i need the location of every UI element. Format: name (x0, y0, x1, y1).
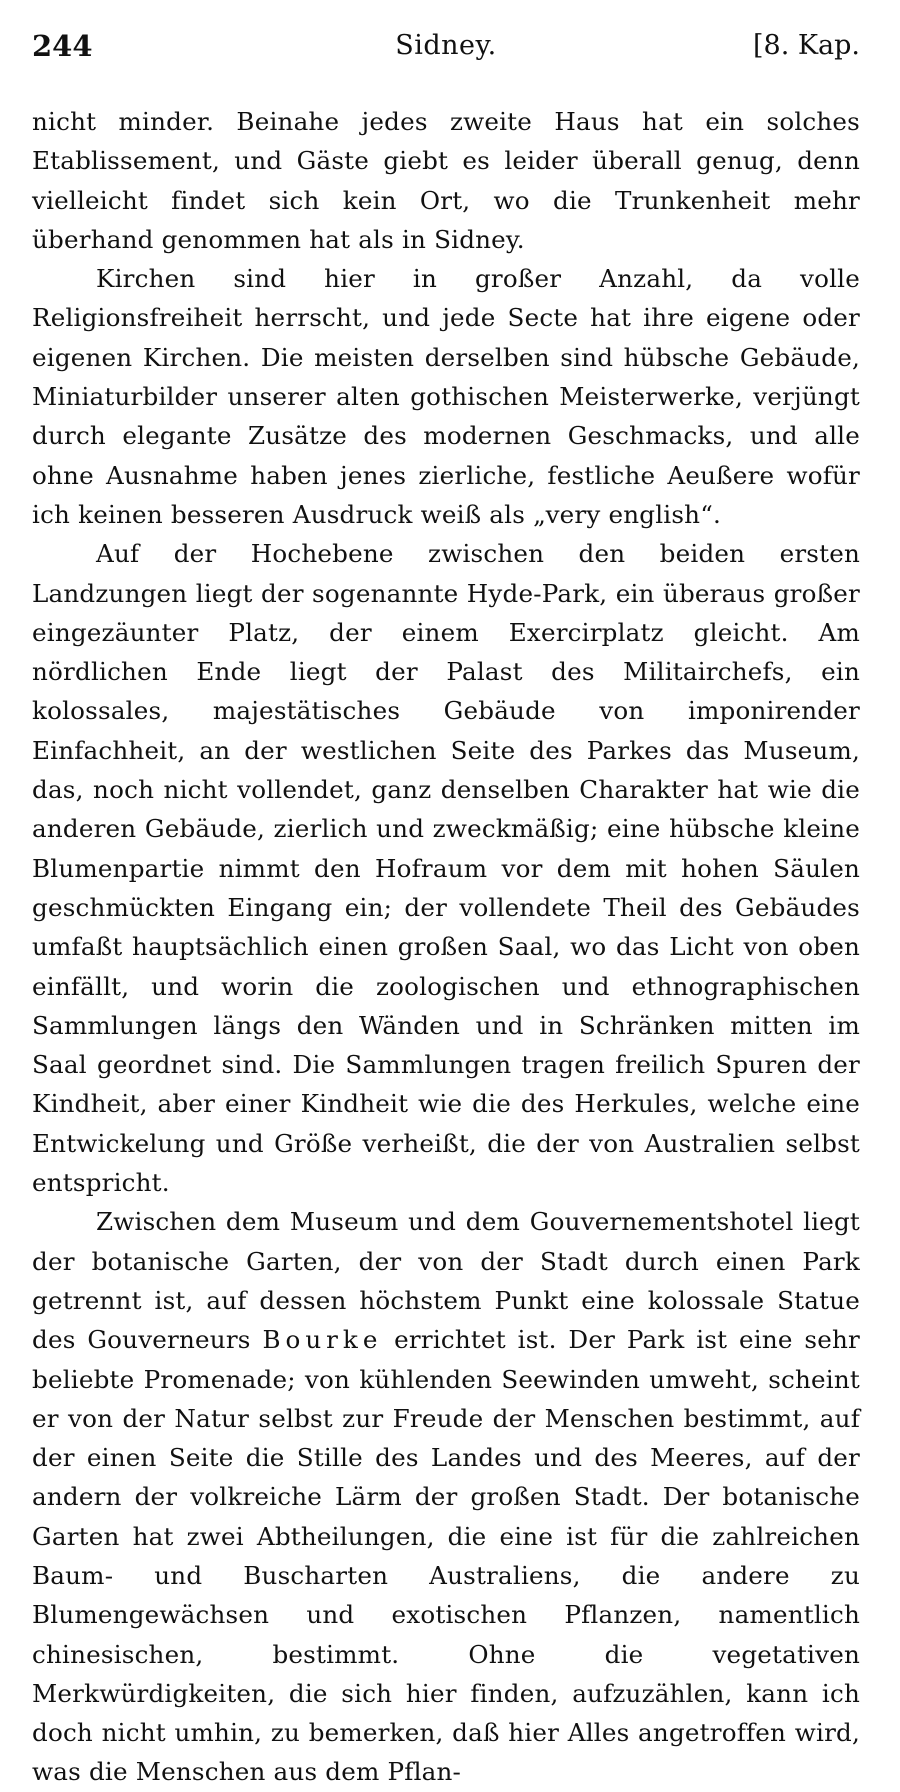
book-page (32, 18, 860, 1792)
page-number: 244 (32, 29, 93, 63)
paragraph-hyde-park: Auf der Hochebene zwischen den beiden ersten Landzungen liegt der sogenannte Hyde-Park, ein überaus großer eingezäunter Platz, der einem Exercirplatz gleicht. Am nördlichen Ende liegt der Palast des Militairchefs, ein kolossales, majestätisches Gebäude von imponirender Einfachheit, an der westlichen Seite des Parkes das Museum, das, noch nicht vollendet, ganz denselben Charakter hat wie die anderen Gebäude, zierlich und zweckmäßig; eine hübsche kleine Blumenpartie nimmt den Hofraum vor dem mit hohen Säulen geschmückten Eingang ein; der vollendete Theil des Gebäudes umfaßt hauptsächlich einen großen Saal, wo das Licht von oben einfällt, und worin die zoologischen und ethnographischen Sammlungen längs den Wänden und in Schränken mitten im Saal geordnet sind. Die Sammlungen tragen freilich Spuren der Kindheit, aber einer Kindheit wie die des Herkules, welche eine Entwickelung und Größe verheißt, die der von Australien selbst entspricht. (32, 539, 860, 1198)
paragraph-text-before-name: Zwischen dem Museum und dem Gouvernementshotel liegt der botanische Garten, der von der Stadt durch einen Park getrennt ist, auf dessen höchstem Punkt eine kolossale Statue des Gouverneurs (32, 1207, 860, 1355)
paragraph-botanic-garden (32, 1202, 860, 1791)
running-head (32, 18, 860, 74)
paragraph-text-after-name: errichtet ist. Der Park ist eine sehr beliebte Promenade; von kühlenden Seewinden umweht, scheint er von der Natur selbst zur Freude der Menschen bestimmt, auf der einen Seite die Stille des Landes und des Meeres, auf der andern der volkreiche Lärm der großen Stadt. Der botanische Garten hat zwei Abtheilungen, die eine ist für die zahlreichen Baum- und Buscharten Australiens, die andere zu Blumengewächsen und exotischen Pflanzen, namentlich chinesischen, bestimmt. Ohne die vegetativen Merkwürdigkeiten, die sich hier finden, aufzuzählen, kann ich doch nicht umhin, zu bemerken, daß hier Alles angetroffen wird, was die Menschen aus dem Pflan- (32, 1325, 860, 1787)
chapter-reference: [8. Kap. (752, 30, 860, 61)
paragraph-churches: Kirchen sind hier in großer Anzahl, da volle Religionsfreiheit herrscht, und jede Secte hat ihre eigene oder eigenen Kirchen. Die meisten derselben sind hübsche Gebäude, Miniaturbilder unserer alten gothischen Meisterwerke, verjüngt durch elegante Zusätze des modernen Geschmacks, und alle ohne Ausnahme haben jenes zierliche, festliche Aeußere wofür ich keinen besseren Ausdruck weiß als „very english“. (32, 264, 860, 529)
running-title: Sidney. (395, 30, 497, 61)
paragraph-continuation: nicht minder. Beinahe jedes zweite Haus hat ein solches Etablissement, und Gäste giebt es leider überall genug, denn vielleicht findet sich kein Ort, wo die Trunkenheit mehr überhand genommen hat als in Sidney. (32, 107, 860, 254)
governor-name: Bourke (262, 1325, 383, 1355)
body-text (32, 102, 860, 1792)
